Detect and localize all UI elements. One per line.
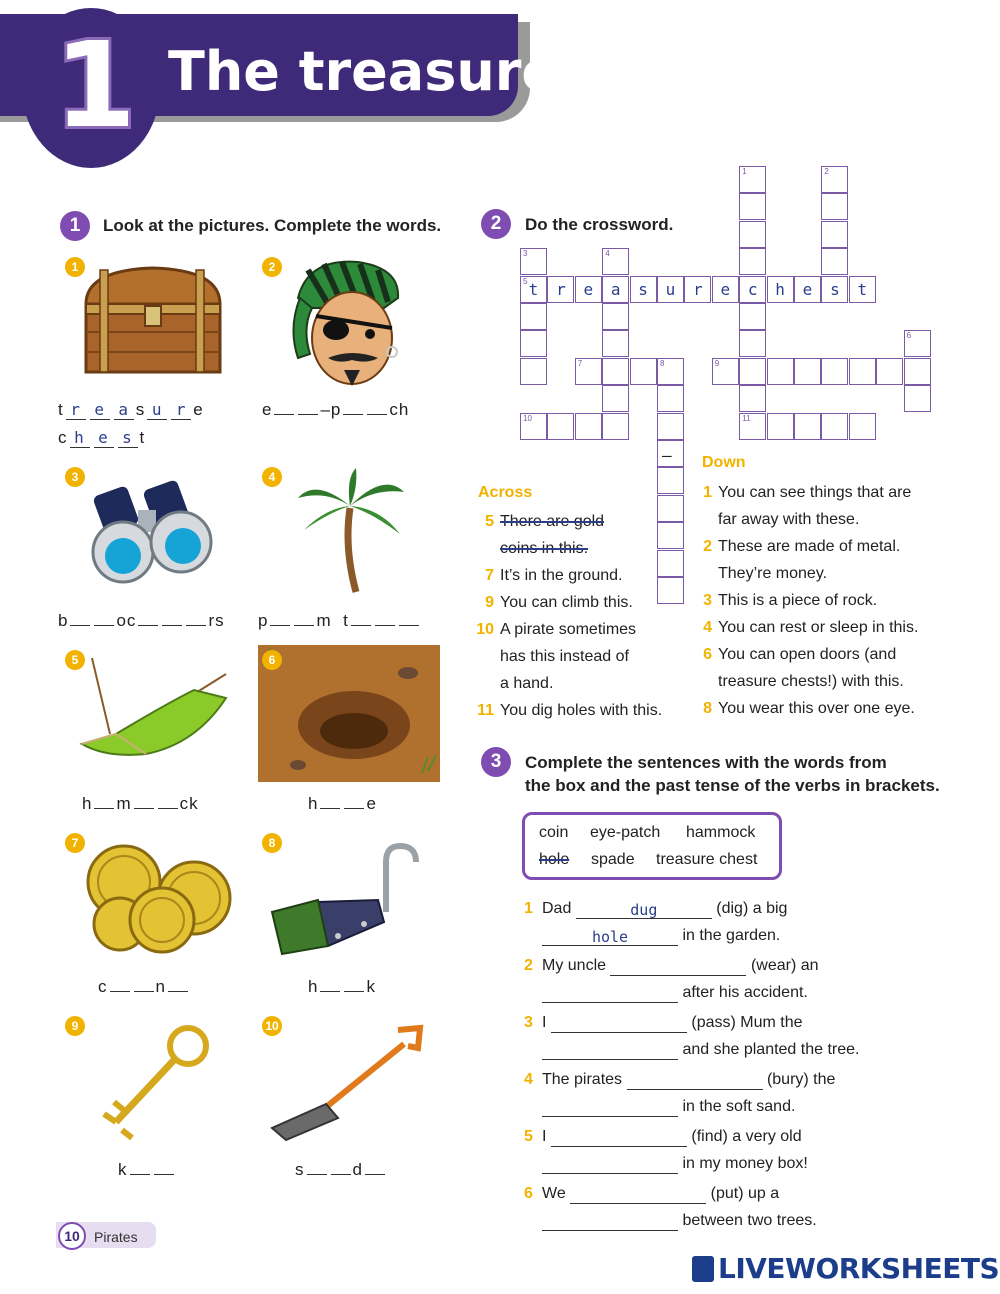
crossword-cell[interactable] <box>520 413 547 440</box>
sentence-5-line2: in my money box! <box>542 1154 808 1174</box>
letter-gap[interactable] <box>375 611 395 626</box>
crossword-cell[interactable] <box>630 276 657 303</box>
letter-gap[interactable] <box>162 611 182 626</box>
down-heading: Down <box>702 454 746 471</box>
letter-gap[interactable] <box>343 400 363 415</box>
letter-gap[interactable] <box>138 611 158 626</box>
letter-gap[interactable] <box>320 794 340 809</box>
crossword-cell[interactable] <box>602 303 629 330</box>
letter-gap[interactable]: h <box>70 429 90 448</box>
sentence-3-line2: and she planted the tree. <box>542 1040 859 1060</box>
crossword-cell[interactable] <box>739 193 766 220</box>
crossword-cell[interactable] <box>821 221 848 248</box>
key-picture <box>96 1022 214 1142</box>
crossword-cell[interactable] <box>602 248 629 275</box>
crossword-letter: t <box>528 279 539 299</box>
crossword-cell[interactable] <box>520 303 547 330</box>
crossword-clue-number: 2 <box>824 167 829 176</box>
crossword-cell[interactable] <box>821 276 848 303</box>
item-badge: 8 <box>262 833 282 853</box>
answer-blank[interactable] <box>542 1098 678 1117</box>
letter-gap[interactable] <box>351 611 371 626</box>
page-title: The treasure <box>168 40 559 103</box>
letter-gap[interactable] <box>154 1160 174 1175</box>
word-5: h m ck <box>82 794 199 813</box>
answer-blank[interactable] <box>542 984 678 1003</box>
crossword-cell[interactable] <box>657 467 684 494</box>
letter-gap[interactable] <box>94 794 114 809</box>
item-badge: 2 <box>262 257 282 277</box>
crossword-cell[interactable] <box>794 276 821 303</box>
crossword-cell[interactable] <box>520 248 547 275</box>
letter-gap[interactable] <box>365 1160 385 1175</box>
letter-gap[interactable] <box>70 611 90 626</box>
crossword-cell[interactable] <box>575 413 602 440</box>
crossword-cell[interactable] <box>794 358 821 385</box>
crossword-cell[interactable] <box>904 385 931 412</box>
crossword-cell[interactable] <box>904 358 931 385</box>
letter-gap[interactable] <box>344 794 364 809</box>
item-badge: 6 <box>262 650 282 670</box>
crossword-cell[interactable] <box>602 413 629 440</box>
crossword-cell[interactable] <box>794 413 821 440</box>
section-label: Pirates <box>94 1229 138 1245</box>
letter-gap[interactable] <box>186 611 206 626</box>
item-badge: 4 <box>262 467 282 487</box>
exercise-1-badge: 1 <box>60 211 90 241</box>
letter-gap[interactable] <box>367 400 387 415</box>
exercise-1-instruction: Look at the pictures. Complete the words. <box>103 216 442 235</box>
word-1-line1: t r e a s u r e <box>58 400 204 419</box>
crossword-cell[interactable] <box>739 221 766 248</box>
pirate-face-picture <box>288 258 408 393</box>
letter-gap[interactable] <box>110 977 130 992</box>
word-3: b oc rs <box>58 611 225 630</box>
across-heading: Across <box>478 484 533 501</box>
crossword-letter: u <box>665 279 676 299</box>
letter-gap[interactable] <box>134 794 154 809</box>
crossword-cell[interactable] <box>575 276 602 303</box>
crossword-cell[interactable] <box>767 276 794 303</box>
answer-blank[interactable] <box>542 1041 678 1060</box>
letter-gap[interactable] <box>158 794 178 809</box>
crossword-cell[interactable] <box>630 358 657 385</box>
sentence-5-line1: 5 I (find) a very old <box>524 1128 802 1145</box>
sentence-4-line2: in the soft sand. <box>542 1097 795 1117</box>
hook-picture <box>268 842 424 956</box>
letter-gap[interactable] <box>134 977 154 992</box>
crossword-cell[interactable] <box>739 276 766 303</box>
crossword-cell[interactable] <box>547 413 574 440</box>
word-1-line2: c h e s t <box>58 428 146 447</box>
crossword-cell[interactable] <box>739 413 766 440</box>
letter-gap[interactable]: e <box>94 429 114 448</box>
crossword-cell[interactable] <box>657 276 684 303</box>
letter-gap[interactable] <box>320 977 340 992</box>
crossword-letter: e <box>720 279 731 299</box>
crossword-cell[interactable] <box>657 385 684 412</box>
crossword-clue-number: 5 <box>523 276 528 286</box>
crossword-cell[interactable] <box>849 413 876 440</box>
exercise-2-instruction: Do the crossword. <box>525 215 674 234</box>
coins-picture <box>80 840 232 956</box>
box-word: eye-patch <box>590 824 661 841</box>
letter-gap[interactable] <box>344 977 364 992</box>
answer-blank[interactable] <box>570 1185 706 1204</box>
item-badge: 7 <box>65 833 85 853</box>
letter-gap[interactable]: s <box>118 429 138 448</box>
crossword-cell[interactable] <box>547 276 574 303</box>
answer-blank[interactable] <box>551 1128 687 1147</box>
answer-blank[interactable]: dug <box>576 900 712 919</box>
item-badge: 3 <box>65 467 85 487</box>
crossword-cell[interactable] <box>821 358 848 385</box>
exercise-2-badge: 2 <box>481 209 511 239</box>
crossword-clue-number: 10 <box>523 413 532 423</box>
crossword-letter: e <box>802 279 813 299</box>
crossword-clue-number: 11 <box>742 413 751 423</box>
crossword-letter: s <box>830 279 840 299</box>
down-clues: 1 You can see things that are far away with these. 2 These are made of metal. They’re money. 3 This is a piece of rock. 4 You can rest or sleep in this. 6 You can open doors (and treasure chests!) with this. 8 You wear this over one eye. <box>703 484 919 717</box>
letter-gap[interactable] <box>94 611 114 626</box>
crossword-clue-number: 8 <box>660 358 665 368</box>
crossword-cell[interactable] <box>876 358 903 385</box>
crossword-clue-number: 9 <box>714 358 720 368</box>
box-word: spade <box>591 851 635 868</box>
letter-gap[interactable] <box>307 1160 327 1175</box>
crossword-cell[interactable] <box>739 303 766 330</box>
word-4: p m t <box>258 611 421 631</box>
crossword-cell[interactable] <box>739 330 766 357</box>
crossword-letter: s <box>638 279 648 299</box>
answer-blank[interactable] <box>542 1212 678 1231</box>
page-number: 10 <box>58 1222 86 1250</box>
exercise-3-instruction-1: Complete the sentences with the words from <box>525 753 887 772</box>
crossword-cell[interactable] <box>520 276 547 303</box>
letter-gap[interactable] <box>168 977 188 992</box>
crossword-letter: e <box>583 279 594 299</box>
exercise-3-instruction-2: the box and the past tense of the verbs in brackets. <box>525 776 940 795</box>
sentence-1-line2: hole in the garden. <box>542 926 780 946</box>
box-word: hammock <box>686 824 756 841</box>
crossword-cell[interactable] <box>821 193 848 220</box>
crossword-cell[interactable] <box>739 358 766 385</box>
crossword-cell[interactable] <box>767 413 794 440</box>
box-word: hole <box>539 851 570 868</box>
item-badge: 1 <box>65 257 85 277</box>
sentence-3-line1: 3 I (pass) Mum the <box>524 1014 803 1031</box>
binoculars-picture <box>88 480 218 592</box>
sentence-4-line1: 4 The pirates (bury) the <box>524 1071 836 1088</box>
word-box <box>522 812 782 880</box>
palm-tree-picture <box>296 468 406 594</box>
letter-gap[interactable] <box>270 611 290 626</box>
spade-picture <box>270 1024 426 1142</box>
crossword-cell[interactable] <box>821 166 848 193</box>
letter-gap[interactable]: r <box>66 401 86 420</box>
letter-gap[interactable] <box>399 611 419 626</box>
letter-gap[interactable] <box>274 400 294 415</box>
letter-gap[interactable]: u <box>147 401 167 420</box>
crossword-letter: r <box>693 279 703 299</box>
crossword-cell[interactable] <box>712 276 739 303</box>
letter-gap[interactable] <box>294 611 314 626</box>
word-2: e –p ch <box>262 400 410 419</box>
brand-logo[interactable]: LIVEWORKSHEETS <box>718 1252 1000 1285</box>
crossword-letter: t <box>857 279 868 299</box>
crossword-clue-number: 6 <box>906 331 912 341</box>
crossword-cell[interactable] <box>821 413 848 440</box>
hole-picture <box>258 645 440 782</box>
answer-blank[interactable] <box>627 1071 763 1090</box>
crossword-cell[interactable] <box>520 330 547 357</box>
crossword-cell[interactable] <box>821 248 848 275</box>
letter-gap[interactable] <box>331 1160 351 1175</box>
crossword-dash: – <box>662 446 672 465</box>
crossword-cell[interactable] <box>602 330 629 357</box>
crossword-cell[interactable] <box>767 358 794 385</box>
unit-number: 1 <box>53 16 137 154</box>
word-6: h e <box>308 794 377 813</box>
answer-blank[interactable] <box>610 957 746 976</box>
liveworksheets-logo-icon <box>692 1256 714 1282</box>
crossword-cell[interactable] <box>904 330 931 357</box>
item-badge: 10 <box>262 1016 282 1036</box>
crossword-cell[interactable] <box>684 276 711 303</box>
treasure-chest-picture <box>78 262 228 380</box>
answer-blank[interactable]: hole <box>542 927 678 946</box>
crossword-cell[interactable] <box>575 358 602 385</box>
crossword-clue-number: 3 <box>523 249 528 259</box>
crossword-cell[interactable] <box>520 358 547 385</box>
word-10: s d <box>295 1160 387 1180</box>
item-badge: 9 <box>65 1016 85 1036</box>
sentence-2-line1: 2 My uncle (wear) an <box>524 957 819 974</box>
crossword-cell[interactable] <box>849 358 876 385</box>
crossword-clue-number: 4 <box>605 249 610 259</box>
crossword-letter: a <box>610 279 621 299</box>
letter-gap[interactable]: e <box>90 401 110 420</box>
crossword-letter: c <box>747 279 758 299</box>
word-9: k <box>118 1160 176 1180</box>
crossword-clue-number: 7 <box>577 358 583 368</box>
across-clues: 5 There are gold coins in this. 7 It’s in the ground. 9 You can climb this. 10 A pirate sometimes has this instead of a hand. 11 You dig holes with this. <box>476 513 663 719</box>
crossword-letter: h <box>775 279 785 299</box>
answer-blank[interactable] <box>542 1155 678 1174</box>
letter-gap[interactable]: r <box>171 401 191 420</box>
crossword-clue-number: 1 <box>742 167 747 176</box>
exercise-3-badge: 3 <box>481 747 511 777</box>
word-7: c n <box>98 977 190 997</box>
crossword-cell[interactable] <box>602 276 629 303</box>
sentence-6-line1: 6 We (put) up a <box>524 1185 780 1202</box>
crossword-cell[interactable] <box>657 413 684 440</box>
crossword-cell[interactable] <box>739 385 766 412</box>
crossword-cell[interactable] <box>602 358 629 385</box>
answer-blank[interactable] <box>551 1014 687 1033</box>
word-8: h k <box>308 977 376 996</box>
item-badge: 5 <box>65 650 85 670</box>
sentence-2-line2: after his accident. <box>542 983 808 1003</box>
box-word: coin <box>539 824 569 841</box>
letter-gap[interactable] <box>130 1160 150 1175</box>
letter-gap[interactable]: a <box>114 401 134 420</box>
hammock-picture <box>76 654 236 758</box>
crossword-cell[interactable] <box>712 358 739 385</box>
sentence-6-line2: between two trees. <box>542 1211 817 1231</box>
crossword-cell[interactable] <box>602 385 629 412</box>
sentence-1-line1: 1 Dad dug (dig) a big <box>524 900 788 919</box>
crossword-cell[interactable] <box>739 166 766 193</box>
crossword-cell[interactable] <box>657 358 684 385</box>
crossword-letter: r <box>556 279 566 299</box>
box-word: treasure chest <box>656 851 758 868</box>
crossword-cell[interactable] <box>849 276 876 303</box>
crossword-cell[interactable] <box>739 248 766 275</box>
letter-gap[interactable] <box>298 400 318 415</box>
